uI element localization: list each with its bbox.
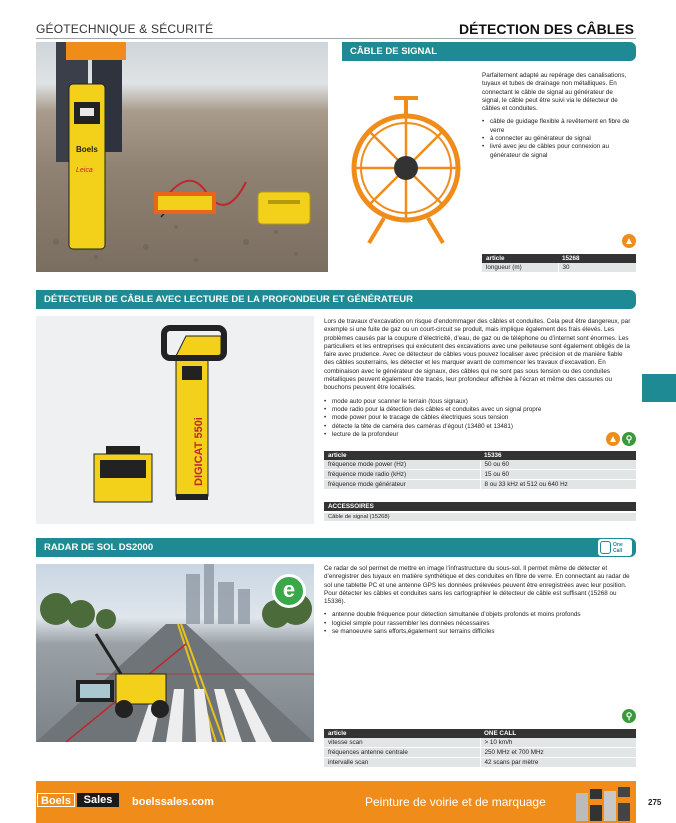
table-row	[324, 470, 636, 480]
table-header	[324, 729, 636, 738]
table-header-cell: article	[324, 729, 480, 738]
eco-logo: e	[272, 574, 306, 608]
hand-tool-icon	[606, 432, 620, 446]
list-item: • mode power pour le tracage de câbles électriques sous tension	[324, 414, 632, 422]
table-cell: vitesse scan	[324, 738, 480, 748]
header-divider	[36, 38, 636, 39]
list-item: • câble de guidage flexible à revêtement en fibre de verre	[482, 118, 632, 135]
signal-cable-description	[482, 72, 632, 160]
page-number: 275	[648, 798, 662, 807]
table-cell: longueur (m)	[482, 263, 558, 273]
table-cell: fréquence mode power (Hz)	[324, 460, 480, 470]
table-header-cell: 15336	[480, 451, 636, 460]
list-item: • livré avec jeu de câbles pour connexion au générateur de signal	[482, 143, 632, 160]
list-item: • mode radio pour la détection des câbles et conduites avec un signal propre	[324, 406, 632, 414]
table-cell: 42 scans par mètre	[480, 758, 636, 768]
paint-cans-image	[574, 783, 634, 821]
table-cell: fréquences antenne centrale	[324, 748, 480, 758]
table-cell: 50 ou 60	[480, 460, 636, 470]
accessories-header: ACCESSOIRES	[324, 502, 636, 511]
cable-detector-features	[324, 398, 632, 439]
photo-brand-boels: Boels	[76, 145, 98, 154]
table-cell: fréquence mode générateur	[324, 480, 480, 490]
one-call-label: One Call	[613, 541, 623, 554]
list-item: • détecte la tête de caméra des caméras d’égout (13480 et 13481)	[324, 423, 632, 431]
website-link[interactable]: boelssales.com	[132, 796, 214, 808]
ground-radar-photo	[36, 564, 314, 742]
table-header-cell: article	[482, 254, 558, 263]
footer-banner	[36, 781, 636, 823]
cable-detector-text: Lors de travaux d’excavation on risque d’endommager des câbles et conduites. Cela peut être dangereux, par exemple si une fuite de gaz ou un court-circuit se produit, mais implique également des frais élevés. Les problèmes causés par la coupure d’électricité, d’eau, de gaz ou de téléphone ou d’internet sont énormes. Les particuliers et les entreprises qui exécutent des excavations avec une pelleteuse sont également obligés de la faire avec prudence. Avec ce détecteur de câbles vous pouvez localiser avec précision et de manière fiable des câbles souterrains, les détecter et les marquer avant de commencer les travaux d’excavation. En combinaison avec le générateur de signaux, des câbles qui ne sont pas sous tension ou des conduites métalliques peuvent également être tracés, leur profondeur affichée à l’écran et même des cassures ou bouchons peuvent être localisés.	[324, 318, 631, 392]
list-item: • mode auto pour scanner le terrain (tous signaux)	[324, 398, 632, 406]
table-row	[482, 263, 636, 273]
list-item: • antenne double fréquence pour détection simultanée d’objets profonds et moins profonds	[324, 611, 632, 619]
table-header	[482, 254, 636, 263]
table-cell: 30	[558, 263, 636, 273]
ground-radar-features	[324, 611, 632, 636]
phone-icon	[600, 541, 611, 554]
table-cell: > 10 km/h	[480, 738, 636, 748]
one-call-badge	[598, 539, 632, 556]
cable-detector-spec-table	[324, 451, 636, 490]
list-item: • logiciel simple pour rassembler les données nécessaires	[324, 620, 632, 628]
table-row	[324, 758, 636, 768]
table-cell: 15 ou 60	[480, 470, 636, 480]
list-item: • à connecter au générateur de signal	[482, 135, 632, 143]
signal-cable-spec-table	[482, 254, 636, 273]
detector-field-photo	[36, 42, 328, 272]
list-item: • lecture de la profondeur	[324, 431, 632, 439]
brand-logo-sales[interactable]: Sales	[77, 793, 119, 807]
table-cell: fréquence mode radio (kHz)	[324, 470, 480, 480]
chapter-side-tab	[642, 374, 676, 402]
table-cell: 8 ou 33 kHz et 512 ou 640 Hz	[480, 480, 636, 490]
footer-tagline: Peinture de voirie et de marquage	[365, 795, 546, 809]
list-item: • se manoeuvre sans efforts,également sur terrains difficiles	[324, 628, 632, 636]
section-title-cable-detector: DÉTECTEUR DE CÂBLE AVEC LECTURE DE LA PROFONDEUR ET GÉNÉRATEUR	[36, 290, 636, 309]
ground-radar-spec-table	[324, 729, 636, 768]
signal-cable-features	[482, 118, 632, 159]
table-row	[324, 748, 636, 758]
cable-detector-description	[324, 318, 632, 439]
ground-radar-description	[324, 565, 632, 636]
location-pin-icon: ⚲	[622, 432, 636, 446]
table-row	[324, 738, 636, 748]
section-title-signal-cable: CÂBLE DE SIGNAL	[342, 42, 636, 61]
device-label: DIGICAT 550i	[193, 417, 205, 486]
photo-brand-leica: Leica	[76, 167, 93, 174]
table-row	[324, 480, 636, 490]
ground-radar-text: Ce radar de sol permet de mettre en image l’infrastructure du sous-sol. Il permet même de détecter et d’enregistrer des tuyaux en matière synthétique et des conduites en fibre de verre. En connectant au radar de sol une tablette PC et une antenne GPS les données prélevées peuvent être enregistrées avec leur position. Pour détecter les câbles et conduites sans les cartographier le détecteur de câble est suffisant (15268 ou 15336).	[324, 565, 630, 606]
table-header-cell: 15268	[558, 254, 636, 263]
table-row	[324, 460, 636, 470]
section-title-ground-radar: RADAR DE SOL DS2000	[36, 538, 636, 557]
table-cell: intervalle scan	[324, 758, 480, 768]
table-cell: 250 MHz et 700 MHz	[480, 748, 636, 758]
page-category: GÉOTECHNIQUE & SÉCURITÉ	[36, 22, 214, 36]
table-header-cell: article	[324, 451, 480, 460]
table-header-cell: ONE CALL	[480, 729, 636, 738]
table-header	[324, 451, 636, 460]
brand-logo-boels[interactable]: Boels	[37, 793, 75, 807]
signal-cable-reel-photo	[344, 68, 470, 248]
location-pin-icon: ⚲	[622, 709, 636, 723]
cable-detector-photo	[36, 316, 314, 524]
accessory-item: Câble de signal (15268)	[324, 513, 636, 521]
hand-tool-icon	[622, 234, 636, 248]
signal-cable-text: Parfaitement adapté au repérage des canalisations, tuyaux et tubes de drainage non métalliques. En connectant le câble de signal au générateur de signal, le câble peut être suivi via le détecteur de câbles et conduites.	[482, 72, 627, 113]
page-title: DÉTECTION DES CÂBLES	[458, 21, 634, 37]
